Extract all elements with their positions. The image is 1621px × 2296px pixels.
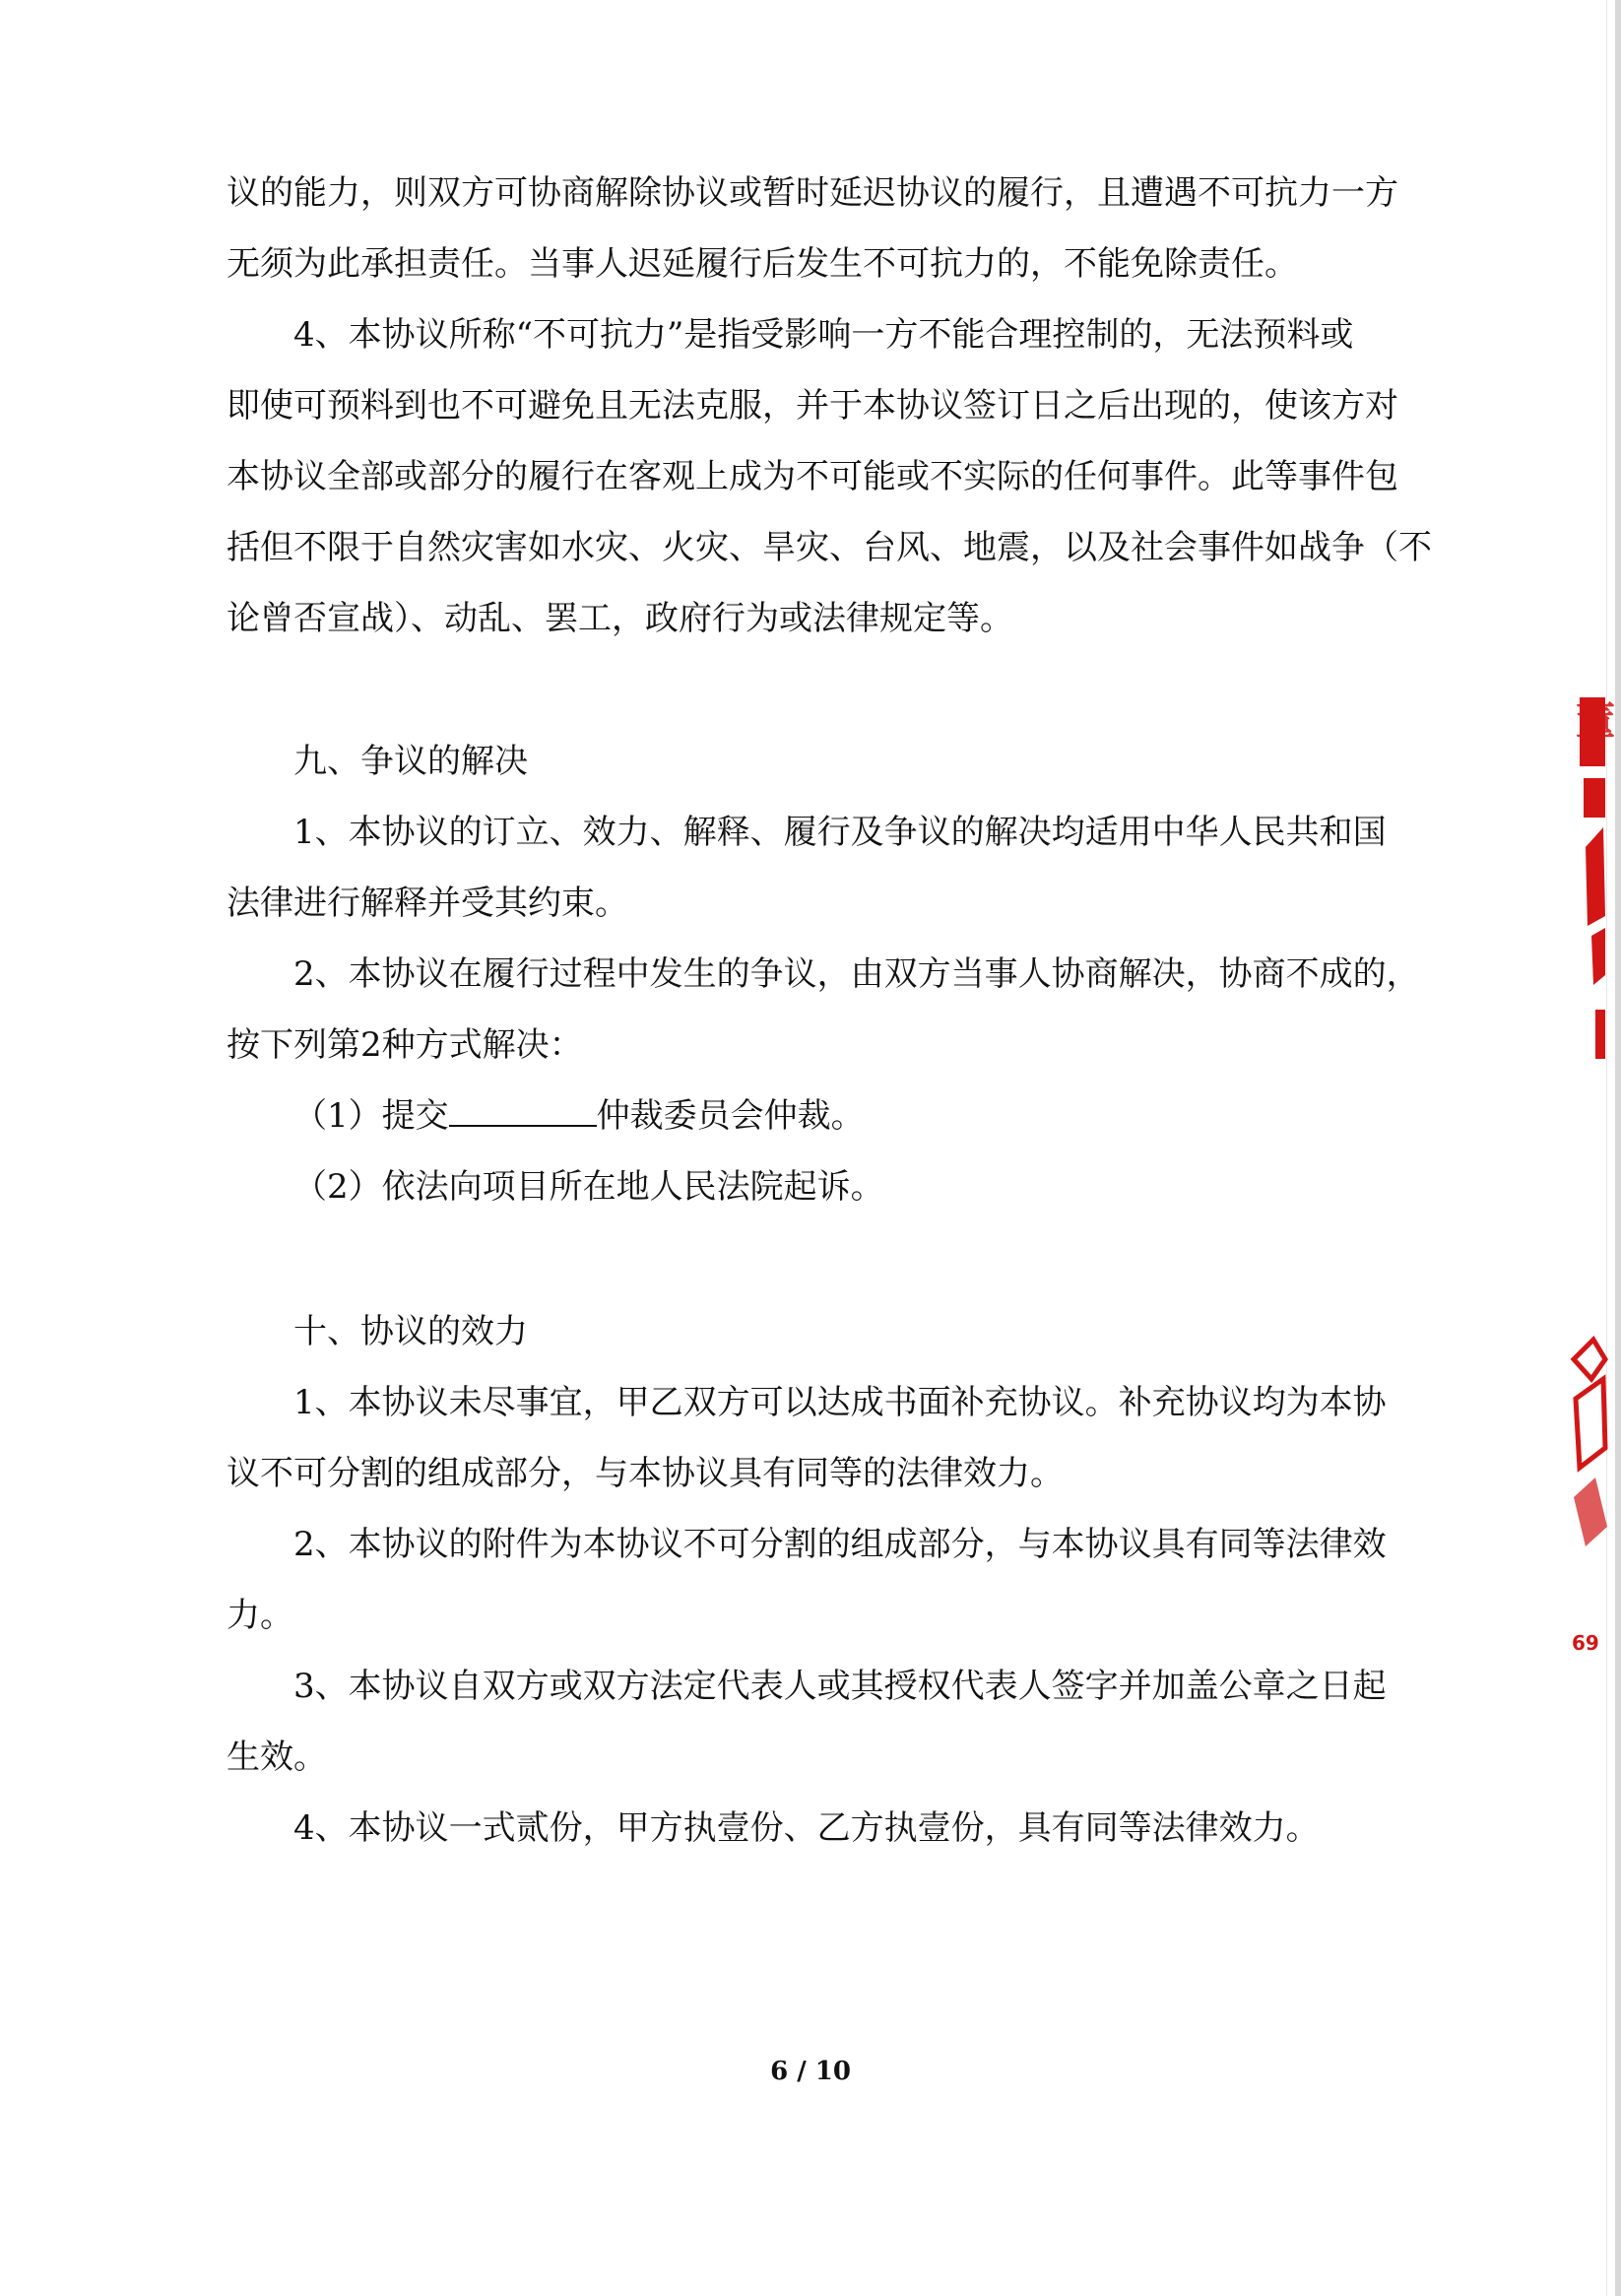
page-edge-line: [1606, 0, 1607, 2296]
paragraph-line: 即使可预料到也不可避免且无法克服，并于本协议签订日之后出现的，使该方对: [227, 386, 1398, 426]
seal-mark: [1595, 1010, 1605, 1059]
paragraph-line: 3、本协议自双方或双方法定代表人或其授权代表人签字并加盖公章之日起: [293, 1667, 1387, 1706]
paragraph-line: 本协议全部或部分的履行在客观上成为不可能或不实际的任何事件。此等事件包: [227, 457, 1398, 496]
arbitration-option-line: [293, 1081, 865, 1151]
seal-number-fragment: 69: [1572, 1631, 1599, 1655]
seal-mark: [1586, 827, 1605, 926]
seal-fragment-lower: [1566, 1330, 1615, 1576]
seal-mark: [1576, 1379, 1605, 1468]
blank-fill-line: [449, 1095, 597, 1127]
paragraph-line: 议的能力，则双方可协商解除协议或暂时延迟协议的履行，且遭遇不可抗力一方: [227, 173, 1398, 213]
paragraph-line: 生效。: [227, 1738, 327, 1777]
paragraph-line: 法律进行解释并受其约束。: [227, 884, 628, 923]
section-heading: 九、争议的解决: [293, 742, 528, 781]
paragraph-line: 1、本协议的订立、效力、解释、履行及争议的解决均适用中华人民共和国: [293, 813, 1387, 852]
option-label: （1）提交: [293, 1096, 449, 1136]
seal-mark: [1584, 778, 1605, 818]
paragraph-line: 2、本协议的附件为本协议不可分割的组成部分，与本协议具有同等法律效: [293, 1525, 1387, 1564]
paragraph-line: 论曾否宣战）、动乱、罢工，政府行为或法律规定等。: [227, 599, 1013, 638]
seal-mark: [1591, 928, 1605, 985]
page-edge-shadow: [1615, 0, 1621, 2296]
seal-mark: [1574, 1340, 1605, 1379]
paragraph-line: 2、本协议在履行过程中发生的争议，由双方当事人协商解决，协商不成的，: [293, 954, 1420, 994]
paragraph-line: 无须为此承担责任。当事人迟延履行后发生不可抗力的，不能免除责任。: [227, 244, 1298, 284]
paragraph-line: 4、本协议所称“不可抗力”是指受影响一方不能合理控制的，无法预料或: [293, 315, 1354, 355]
paragraph-line: 力。: [227, 1596, 293, 1635]
paragraph-line: 1、本协议未尽事宜，甲乙双方可以达成书面补充协议。补充协议均为本协: [293, 1383, 1387, 1422]
paragraph-line: 4、本协议一式贰份，甲方执壹份、乙方执壹份，具有同等法律效力。: [293, 1808, 1320, 1848]
paragraph-line: 议不可分割的组成部分，与本协议具有同等的法律效力。: [227, 1454, 1064, 1493]
option-text: 仲裁委员会仲裁。: [596, 1096, 865, 1136]
page-number: 6 / 10: [770, 2057, 851, 2086]
paragraph-line: 按下列第2种方式解决：: [227, 1025, 583, 1065]
seal-glyph: 董: [1576, 698, 1615, 744]
paragraph-line: （2）依法向项目所在地人民法院起诉。: [293, 1167, 884, 1207]
section-heading: 十、协议的效力: [293, 1312, 528, 1351]
paragraph-line: 括但不限于自然灾害如水灾、火灾、旱灾、台风、地震，以及社会事件如战争（不: [227, 528, 1432, 567]
seal-mark: [1574, 1477, 1607, 1546]
